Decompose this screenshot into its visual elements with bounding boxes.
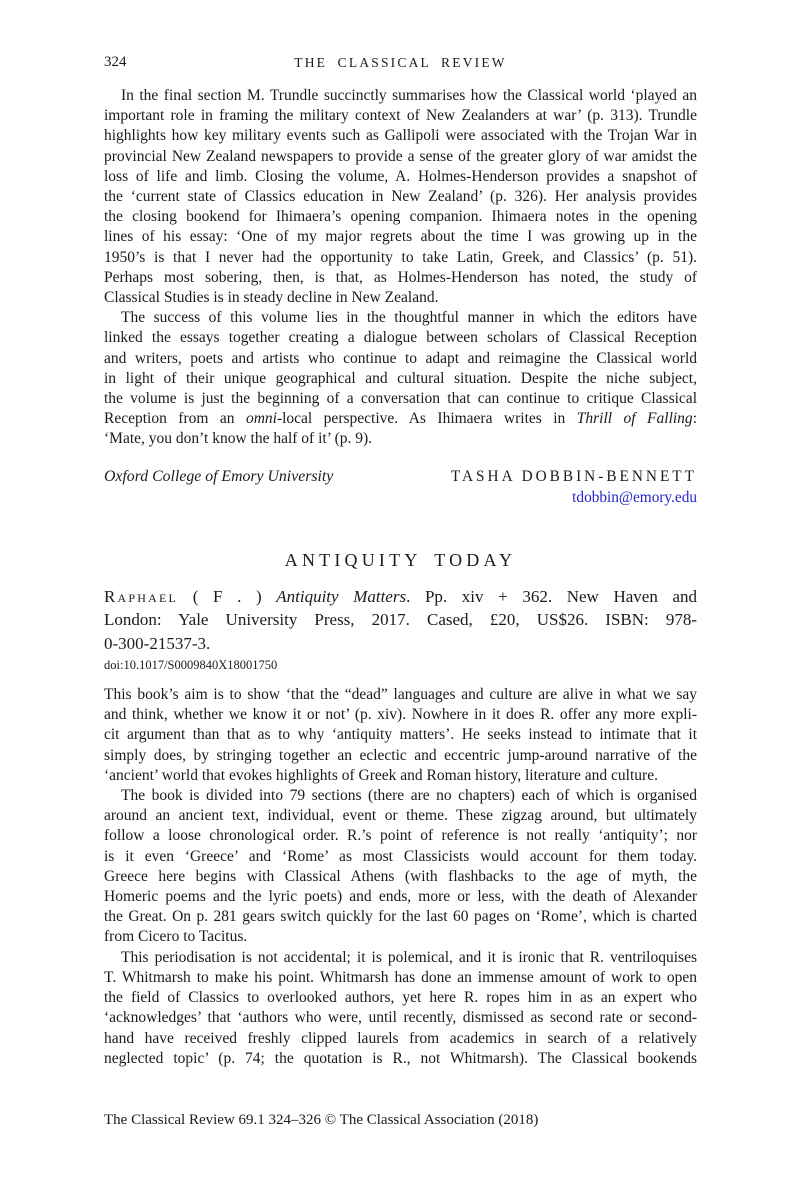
text-line: Greece here begins with Classical Athens (with flashbacks to the age of myth, the bbox=[104, 867, 697, 885]
text-line: loss of life and limb. Closing the volume, A. Holmes-Henderson provides a snapshot of bbox=[104, 167, 697, 185]
text-line: the closing bookend for Ihimaera’s opening companion. Ihimaera notes in the opening bbox=[104, 208, 697, 226]
author-name: TASHA DOBBIN-BENNETT bbox=[450, 467, 697, 485]
paragraph bbox=[104, 948, 697, 1069]
text-line: In the final section M. Trundle succinctly summarises how the Classical world ‘played an bbox=[121, 87, 697, 104]
text-line: Homeric poems and the lyric poets) and ends, more or less, with the death of Alexander bbox=[104, 888, 697, 906]
text-line: important role in framing the military context of New Zealanders at war’ (p. 313). Trundle bbox=[104, 107, 697, 125]
text-line: London: Yale University Press, 2017. Cased, £20, US$26. ISBN: 978- bbox=[104, 610, 697, 630]
signature-block bbox=[104, 466, 697, 487]
text-line: in light of their unique geographical and cultural situation. Despite the niche subject, bbox=[104, 369, 697, 387]
text-line: and writers, poets and artists who continue to adapt and reimagine the Classical world bbox=[104, 349, 697, 367]
text-line: around an ancient text, individual, event or theme. These zigzag around, but ultimately bbox=[104, 807, 697, 825]
paragraph bbox=[104, 786, 697, 948]
text-line: T. Whitmarsh to make his point. Whitmarsh has done an immense amount of work to open bbox=[104, 968, 697, 986]
text-line: The book is divided into 79 sections (there are no chapters) each of which is organised bbox=[121, 787, 697, 805]
text-line: highlights how key military events such as Gallipoli were associated with the Trojan War in bbox=[104, 127, 697, 145]
text-line: This book’s aim is to show ‘that the “dead” languages and culture are alive in what we say bbox=[104, 686, 697, 704]
text-line: and think, whether we know it or not’ (p. xiv). Nowhere in it does R. offer any more expli- bbox=[104, 706, 697, 724]
page-number: 324 bbox=[104, 54, 127, 70]
text-line: lines of his essay: ‘One of my major regrets about the time I was growing up in the bbox=[104, 228, 697, 246]
text-line: from Cicero to Tacitus. bbox=[104, 928, 248, 946]
text-line: follow a loose chronological order. R.’s point of reference is not really ‘antiquity’; nor bbox=[104, 827, 697, 845]
text-line: 1950’s is that I never had the opportunity to take Latin, Greek, and Classics’ (p. 51). bbox=[104, 248, 697, 266]
text-line: Perhaps most sobering, then, is that, as Holmes-Henderson has noted, the study of bbox=[104, 268, 697, 286]
paragraph bbox=[104, 585, 697, 656]
book-citation bbox=[104, 585, 697, 656]
paragraph bbox=[104, 86, 697, 308]
paragraph bbox=[104, 685, 697, 786]
journal-footer: The Classical Review 69.1 324–326 © The Classical Association (2018) bbox=[104, 1112, 539, 1128]
text-line: Raphael ( F . ) Antiquity Matters. Pp. xiv + 362. New Haven and bbox=[104, 586, 698, 606]
author-email-row bbox=[104, 487, 697, 508]
text-line: Reception from an omni-local perspective. As Ihimaera writes in Thrill of Falling: bbox=[104, 410, 697, 428]
text-line: The success of this volume lies in the thoughtful manner in which the editors have bbox=[121, 309, 697, 327]
text-line: is it even ‘Greece’ and ‘Rome’ as most Classicists would account for them today. bbox=[104, 847, 697, 865]
text-line: 0-300-21537-3. bbox=[104, 634, 211, 654]
text-line: the volume is just the beginning of a conversation that can continue to critique Classical bbox=[104, 390, 697, 408]
text-line: linked the essays together creating a dialogue between scholars of Classical Reception bbox=[104, 329, 697, 347]
text-line: ‘ancient’ world that evokes highlights of Greek and Roman history, literature and culture. bbox=[104, 766, 658, 784]
doi-line: doi:10.1017/S0009840X18001750 bbox=[104, 658, 278, 673]
text-line: neglected topic’ (p. 74; the quotation is R., not Whitmarsh). The Classical bookends bbox=[104, 1049, 697, 1067]
author-affiliation: Oxford College of Emory University bbox=[104, 467, 334, 485]
journal-title: THE CLASSICAL REVIEW bbox=[294, 55, 507, 70]
text-line: provincial New Zealand newspapers to provide a sense of the greater glory of war amidst the bbox=[104, 147, 697, 165]
running-head bbox=[104, 52, 697, 72]
text-line: ‘Mate, you don’t know the half of it’ (p. 9). bbox=[104, 430, 373, 448]
section-heading: ANTIQUITY TODAY bbox=[284, 549, 517, 570]
text-line: cit argument than that as to why ‘antiquity matters’. He seeks instead to intimate that it bbox=[104, 726, 697, 744]
book-review-body bbox=[104, 685, 697, 1069]
text-column bbox=[104, 86, 697, 1069]
text-line: the ‘current state of Classics education in New Zealand’ (p. 326). Her analysis provides bbox=[104, 188, 697, 206]
author-email-link[interactable]: tdobbin@emory.edu bbox=[572, 488, 697, 506]
text-line: ‘acknowledges’ that ‘authors who were, until recently, dismissed as second rate or second- bbox=[104, 1009, 697, 1027]
text-line: Classical Studies is in steady decline in New Zealand. bbox=[104, 289, 439, 307]
text-line: This periodisation is not accidental; it is polemical, and it is ironic that R. ventriloquises bbox=[121, 948, 697, 966]
text-line: the Great. On p. 281 gears switch quickly for the last 60 pages on ‘Rome’, which is charted bbox=[104, 908, 697, 926]
text-line: the field of Classics to overlooked authors, yet here R. ropes him in as an expert who bbox=[104, 989, 697, 1007]
text-line: simply does, by stringing together an eclectic and eccentric jump-around narrative of the bbox=[104, 746, 697, 764]
text-line: hand have received freshly clipped laurels from academics in search of a relatively bbox=[104, 1029, 697, 1047]
closing-review-body bbox=[104, 86, 697, 450]
paragraph bbox=[104, 308, 697, 449]
